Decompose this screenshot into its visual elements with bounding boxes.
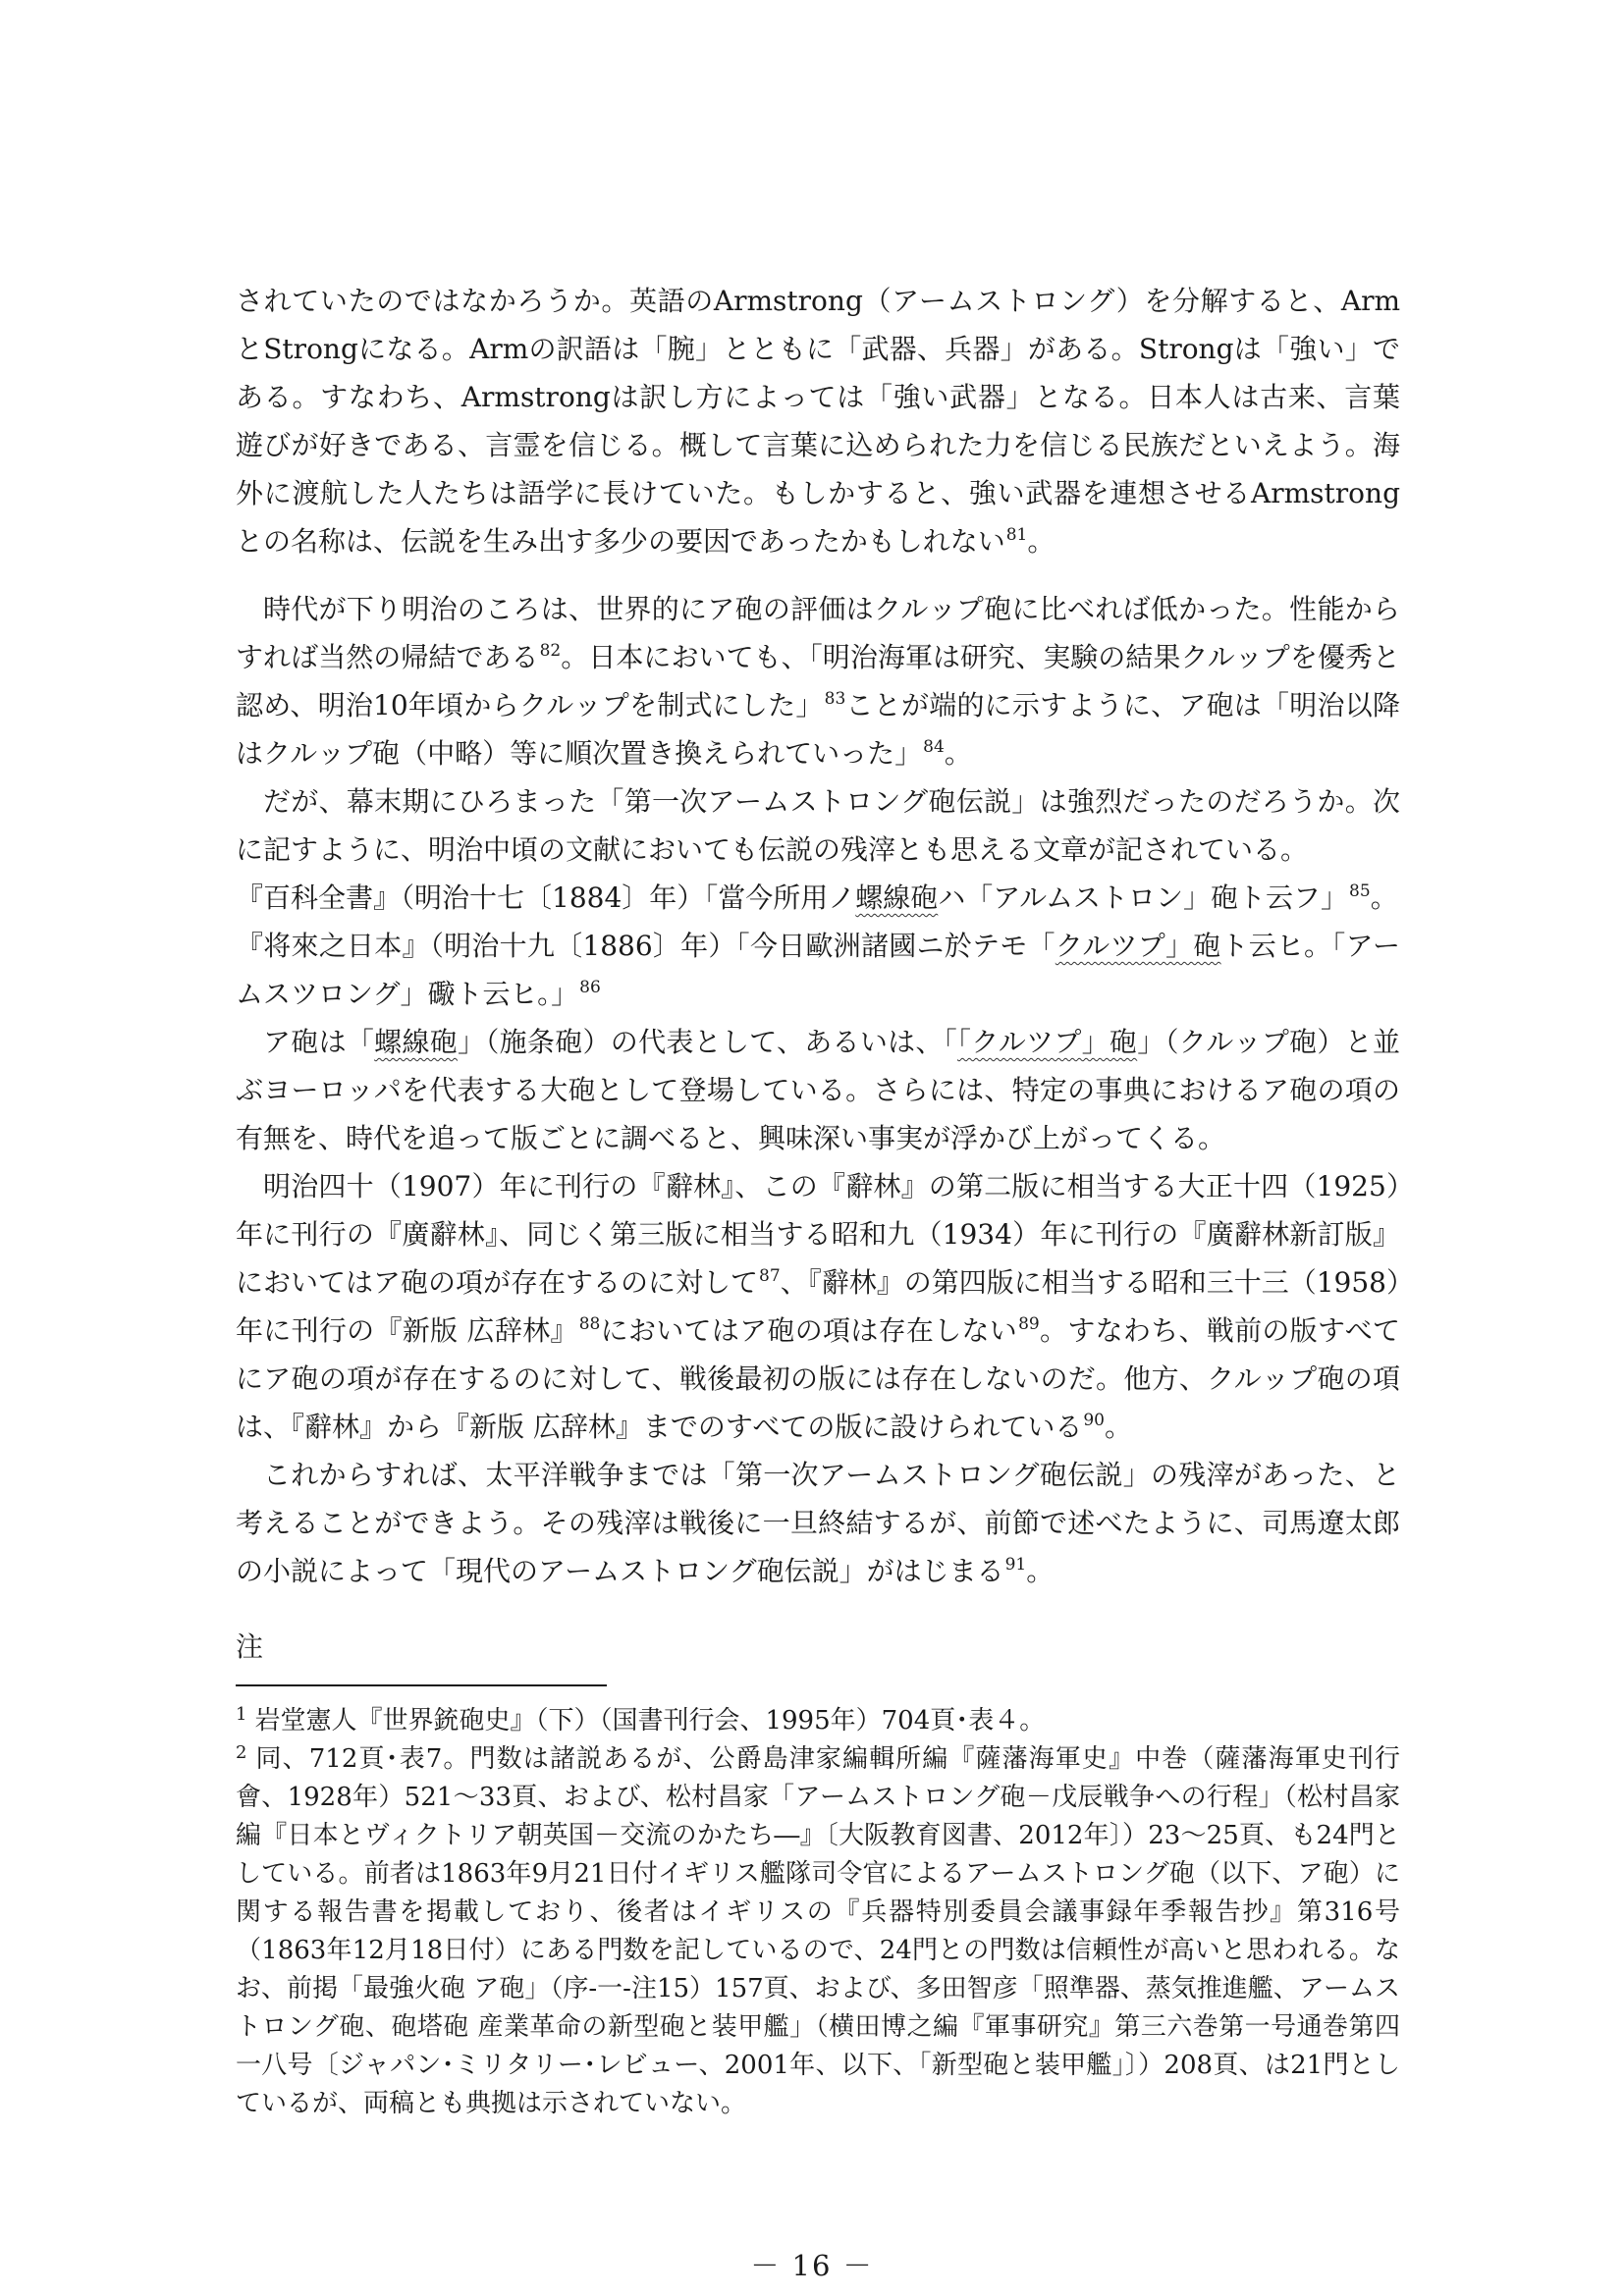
wavy-underlined-term: クルツプ」砲 [1055, 930, 1221, 962]
text-run: 『将來之日本』（明治十九〔1886〕年）「今日歐洲諸國ニ於テモ「 [236, 930, 1056, 962]
footnote-number: 2 [236, 1742, 247, 1763]
footnote-reference: 84 [923, 737, 945, 757]
text-run: これからすれば、太平洋戦争までは「第一次アームストロング砲伝説」の残滓があった、と考えることができよう。その残滓は戦後に一旦終結するが、前節で述べたように、司馬遼太郎の小説によって「現代のアームストロング砲伝説」がはじまる [236, 1459, 1400, 1587]
footnote-reference: 88 [578, 1314, 601, 1334]
text-run: だが、幕末期にひろまった「第一次アームストロング砲伝説」は強烈だったのだろうか。次に記すように、明治中頃の文献においても伝説の残滓とも思える文章が記されている。 [236, 785, 1400, 866]
body-paragraph [236, 277, 1400, 565]
text-run: 『百科全書』（明治十七〔1884〕年）「當今所用ノ [236, 881, 856, 914]
footnote-separator [236, 1684, 607, 1686]
page-number: － 16 － [750, 2249, 874, 2282]
footnote-reference: 81 [1005, 525, 1028, 545]
footnote-reference: 83 [824, 689, 846, 709]
text-run: 明治四十（1907）年に刊行の『辭林』、この『辭林』の第二版に相当する大正十四（1925）年に刊行の『廣辭林』、同じく第三版に相当する昭和九（1934）年に刊行の『廣辭林新訂版』においてはア砲の項が存在するのに対して [236, 1170, 1400, 1299]
footnote-reference: 86 [579, 978, 601, 997]
text-run: ハ「アルムストロン」砲ト云フ」 [938, 881, 1349, 914]
text-run: 。 [944, 737, 972, 770]
text-run: 時代が下り明治のころは、世界的にア砲の評価はクルップ砲に比べれば低かった。性能からすれば当然の帰結である [236, 593, 1400, 673]
text-run: 、『辭林』の第四版に相当する昭和三十三（1958）年に刊行の『新版 広辞林』 [236, 1266, 1400, 1347]
footnote-text: 同、712頁･表7。門数は諸説あるが、公爵島津家編輯所編『薩藩海軍史』中巻（薩藩海軍史刊行會、1928年）521～33頁、および、松村昌家「アームストロング砲－戊辰戦争への行程」（松村昌家編『日本とヴィクトリア朝英国－交流のかたち―』〔大阪教育図書、2012年〕）23～25頁、も24門としている。前者は1863年9月21日付イギリス艦隊司令官によるアームストロング砲（以下、ア砲）に関する報告書を掲載しており、後者はイギリスの『兵器特別委員会議事録年季報告抄』第316号（1863年12月18日付）にある門数を記しているので、24門との門数は信頼性が高いと思われる。なお、前掲「最強火砲 ア砲」（序-一-注15）157頁、および、多田智彦「照準器、蒸気推進艦、アームストロング砲、砲塔砲 産業革命の新型砲と装甲艦」（横田博之編『軍事研究』第三六巻第一号通巻第四一八号〔ジャパン･ミリタリー･レビュー、2001年、以下、「新型砲と装甲艦」〕）208頁、は21門としているが、両稿とも典拠は示されていない。 [236, 1744, 1400, 2118]
text-run: ト云ヒ。「アームスツロング」礮ト云ヒ。」 [236, 930, 1400, 1010]
text-run: 。すなわち、戦前の版すべてにア砲の項が存在するのに対して、戦後最初の版には存在しないのだ。他方、クルップ砲の項は、『辭林』から『新版 広辞林』までのすべての版に設けられている [236, 1314, 1400, 1443]
wavy-underlined-term: 螺線砲 [855, 881, 939, 914]
footnote [236, 1740, 1400, 2123]
notes-heading: 注 [236, 1630, 264, 1663]
body-paragraph [236, 922, 1400, 1018]
footnote [236, 1702, 1400, 1740]
text-run: 。 [1026, 1555, 1055, 1587]
footnote-reference: 82 [539, 641, 562, 661]
text-column [236, 277, 1400, 2123]
footnote-number: 1 [236, 1704, 247, 1725]
footnotes-section [236, 1702, 1400, 2123]
text-run: ア砲は「 [263, 1026, 375, 1058]
text-run: ことが端的に示すように、ア砲は「明治以降はクルップ砲（中略）等に順次置き換えられていった」 [236, 689, 1400, 770]
text-run: 」（クルップ砲）と並ぶヨーロッパを代表する大砲として登場している。さらには、特定の事典におけるア砲の項の有無を、時代を追って版ごとに調べると、興味深い事実が浮かび上がってくる。 [236, 1026, 1400, 1154]
body-paragraph [236, 1162, 1400, 1451]
text-run: されていたのではなかろうか。英語のArmstrong（アームストロング）を分解すると、ArmとStrongになる。Armの訳語は「腕」とともに「武器、兵器」がある。Strongは「強い」である。すなわち、Armstrongは訳し方によっては「強い武器」となる。日本人は古来、言葉遊びが好きである、言霊を信じる。概して言葉に込められた力を信じる民族だといえよう。海外に渡航した人たちは語学に長けていた。もしかすると、強い武器を連想させるArmstrongとの名称は、伝説を生み出す多少の要因であったかもしれない [236, 285, 1400, 558]
wavy-underlined-term: 「クルツプ」砲 [957, 1026, 1138, 1058]
footnote-reference: 90 [1083, 1411, 1105, 1430]
body-paragraph [236, 585, 1400, 777]
wavy-underlined-term: 螺線砲 [374, 1026, 459, 1058]
footnote-reference: 85 [1349, 881, 1371, 901]
body-paragraph [236, 1451, 1400, 1595]
body-paragraph [236, 1018, 1400, 1162]
text-run: 。 [1370, 881, 1398, 914]
text-run: 」（施条砲）の代表として、あるいは、「 [458, 1026, 957, 1058]
footnote-text: 岩堂憲人『世界銃砲史』（下）（国書刊行会、1995年）704頁･表４。 [254, 1706, 1046, 1735]
text-run: 。日本においても、「明治海軍は研究、実験の結果クルップを優秀と認め、明治10年頃からクルップを制式にした」 [236, 641, 1400, 721]
main-body-text [236, 277, 1400, 1595]
footnote-reference: 89 [1018, 1314, 1040, 1334]
text-run: 。 [1027, 525, 1056, 558]
footnote-reference: 87 [759, 1266, 781, 1286]
footnote-reference: 91 [1004, 1555, 1027, 1575]
body-paragraph [236, 777, 1400, 874]
text-run: においてはア砲の項は存在しない [600, 1314, 1018, 1347]
text-run: 。 [1105, 1411, 1133, 1443]
body-paragraph [236, 874, 1400, 922]
